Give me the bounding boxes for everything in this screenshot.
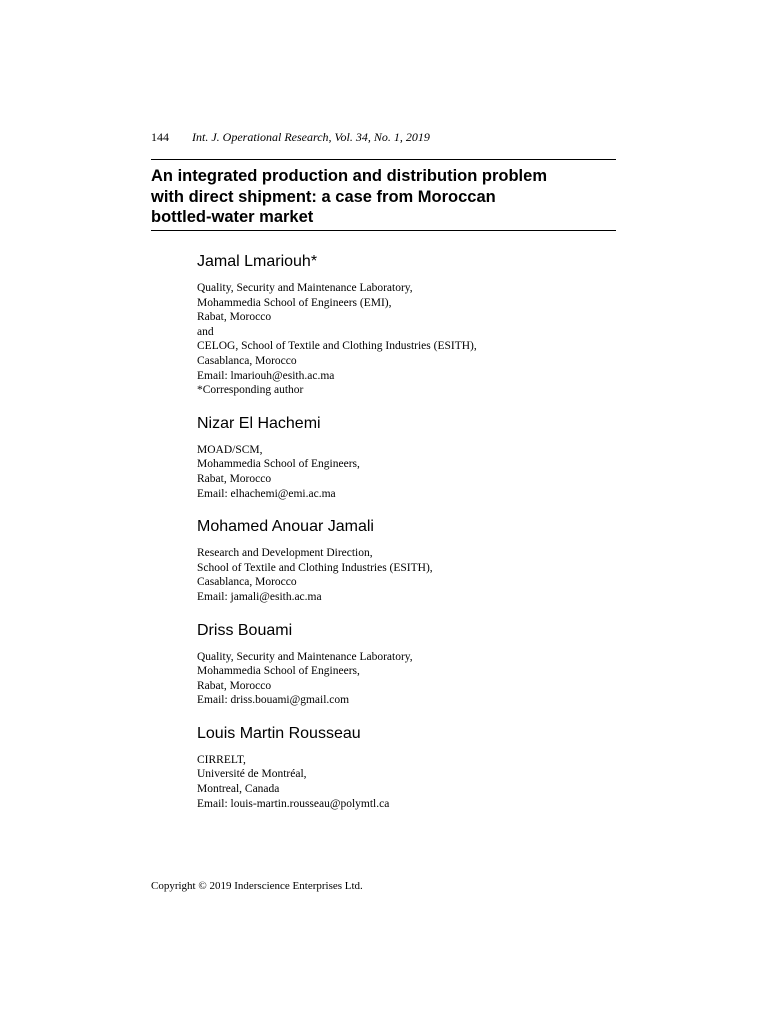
affiliation-line: Rabat, Morocco [197, 311, 272, 324]
affiliation-line: Montreal, Canada [197, 783, 280, 796]
author-name: Nizar El Hachemi [197, 414, 321, 432]
affiliation-line: Rabat, Morocco [197, 679, 272, 692]
author-email: Email: elhachemi@emi.ac.ma [197, 487, 336, 500]
title-top-rule [151, 159, 616, 160]
running-header [151, 129, 430, 145]
author-affiliation [197, 650, 617, 708]
affiliation-line: Université de Montréal, [197, 768, 307, 781]
author-block [197, 724, 617, 811]
author-email: Email: louis-martin.rousseau@polymtl.ca [197, 797, 390, 810]
affiliation-line: MOAD/SCM, [197, 443, 263, 456]
affiliation-line: Casablanca, Morocco [197, 354, 297, 367]
author-list [197, 252, 617, 811]
author-name: Driss Bouami [197, 621, 293, 639]
author-block [197, 621, 617, 708]
affiliation-line: Quality, Security and Maintenance Laboratory, [197, 650, 413, 663]
author-name: Mohamed Anouar Jamali [197, 518, 374, 536]
affiliation-line: Mohammedia School of Engineers (EMI), [197, 296, 392, 309]
affiliation-line: Mohammedia School of Engineers, [197, 665, 360, 678]
title-line: with direct shipment: a case from Moroccan [151, 187, 496, 206]
affiliation-line: CIRRELT, [197, 753, 246, 766]
affiliation-line: Rabat, Morocco [197, 472, 272, 485]
affiliation-line: Research and Development Direction, [197, 547, 373, 560]
affiliation-line: and [197, 325, 214, 338]
author-email: Email: lmariouh@esith.ac.ma [197, 369, 335, 382]
author-block [197, 517, 617, 604]
author-affiliation [197, 753, 617, 811]
affiliation-line: School of Textile and Clothing Industries (ESITH), [197, 561, 433, 574]
author-name: Jamal Lmariouh* [197, 253, 318, 270]
author-block [197, 252, 617, 398]
affiliation-line: Quality, Security and Maintenance Laboratory, [197, 282, 413, 294]
author-affiliation [197, 443, 617, 501]
author-block [197, 414, 617, 501]
title-bottom-rule [151, 230, 616, 231]
affiliation-line: Casablanca, Morocco [197, 576, 297, 589]
author-email: Email: driss.bouami@gmail.com [197, 694, 350, 707]
copyright-notice: Copyright © 2019 Inderscience Enterprises Ltd. [151, 880, 363, 892]
author-name: Louis Martin Rousseau [197, 724, 361, 742]
title-line: bottled-water market [151, 208, 314, 226]
page-number: 144 [151, 130, 169, 144]
author-email: Email: jamali@esith.ac.ma [197, 590, 322, 603]
affiliation-line: Mohammedia School of Engineers, [197, 458, 360, 471]
affiliation-line: CELOG, School of Textile and Clothing Industries (ESITH), [197, 340, 477, 353]
title-line: An integrated production and distribution problem [151, 167, 547, 185]
article-title [151, 166, 611, 228]
journal-citation: Int. J. Operational Research, Vol. 34, No. 1, 2019 [192, 130, 430, 144]
author-affiliation [197, 546, 617, 604]
corresponding-author-note: *Corresponding author [197, 384, 304, 397]
author-affiliation [197, 281, 617, 398]
